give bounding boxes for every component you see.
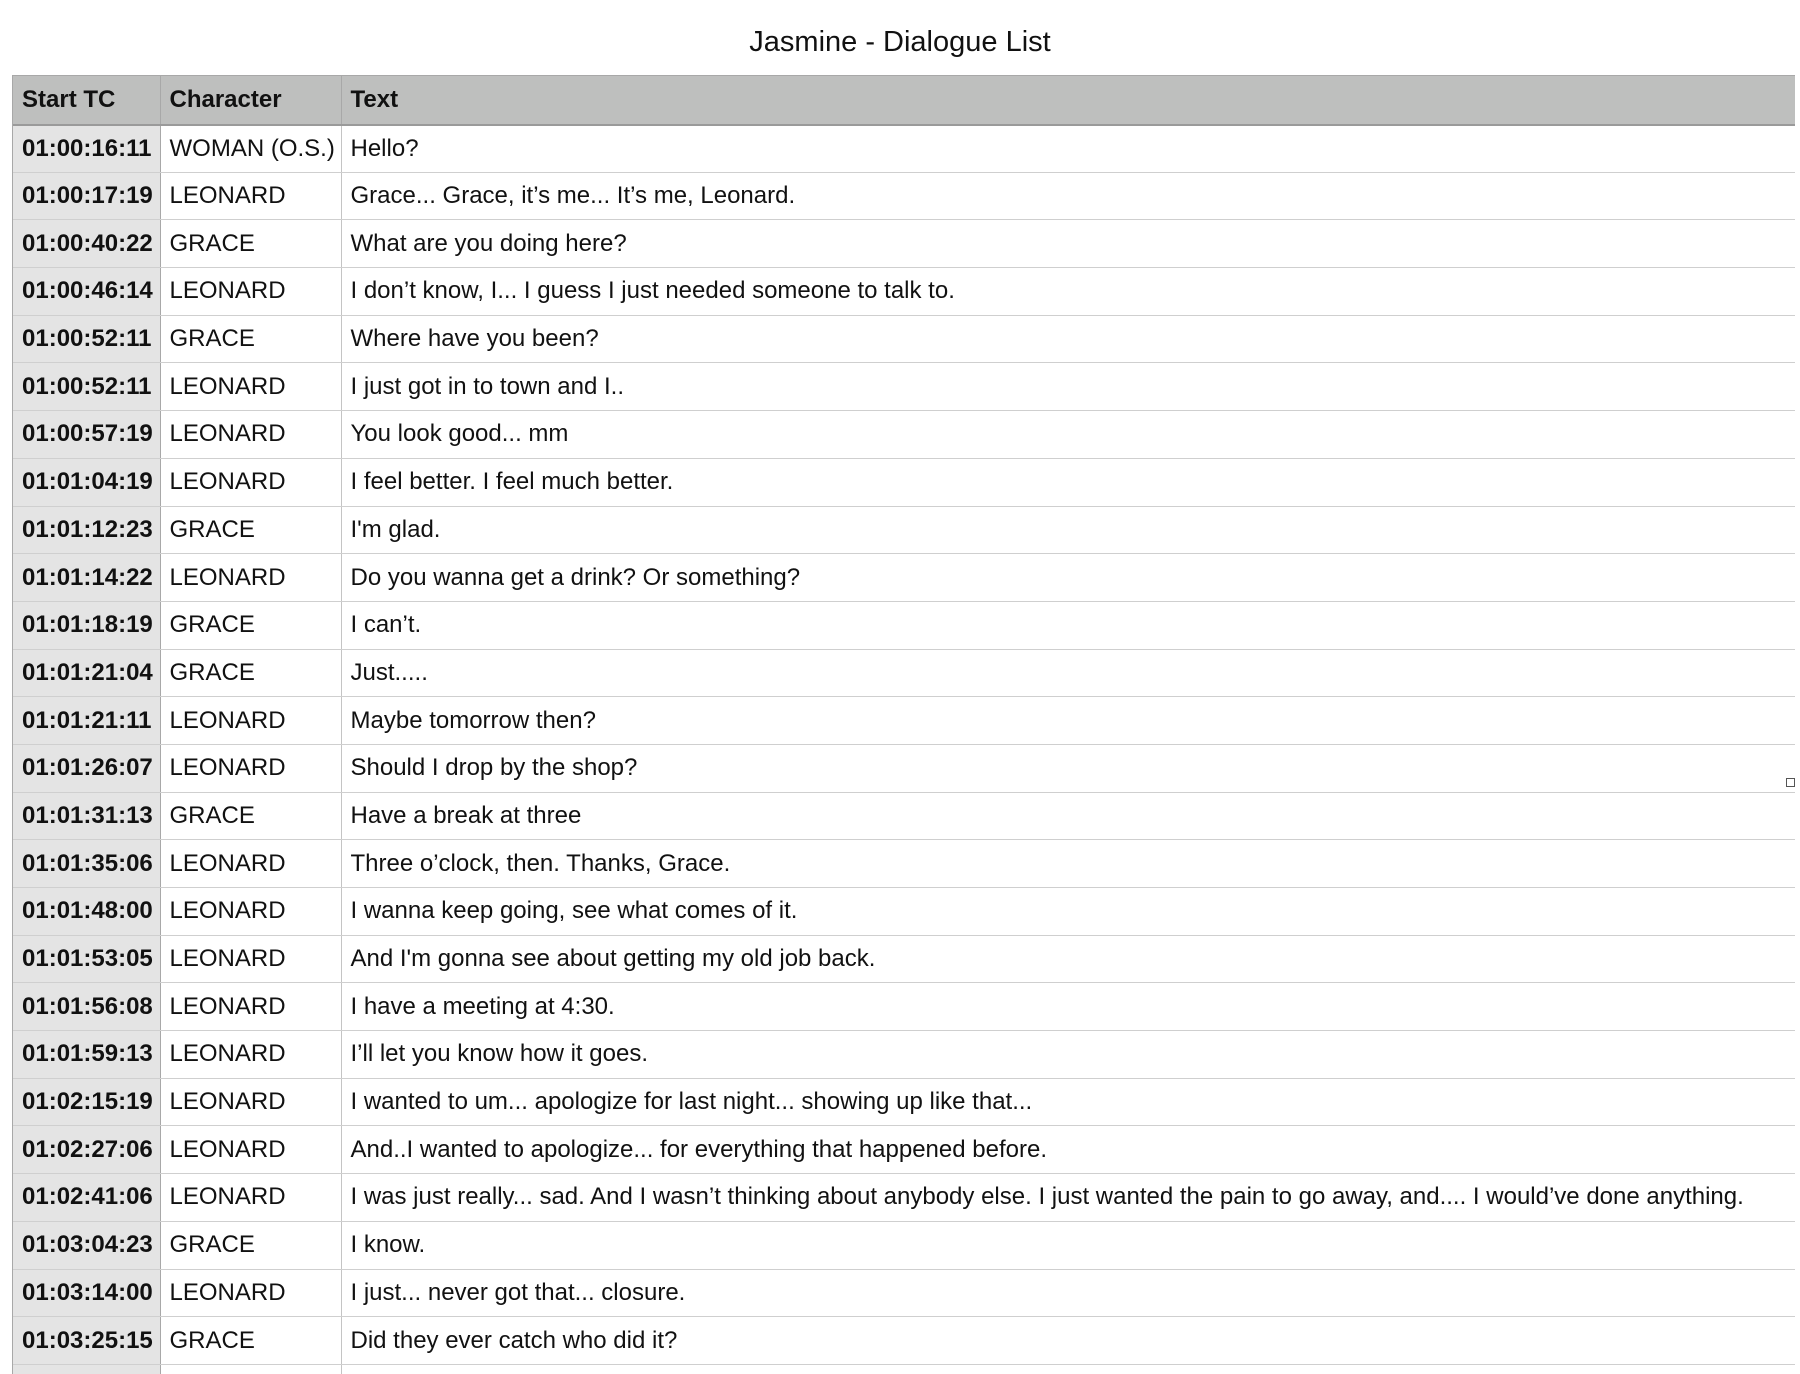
dialogue-text-cell[interactable]: Hello? [341,125,1795,173]
table-row[interactable] [13,1031,1795,1079]
table-row[interactable] [13,744,1795,792]
table-header [13,76,1795,125]
character-cell[interactable] [160,1364,341,1374]
start-tc-cell[interactable]: 01:01:26:07 [13,744,160,792]
character-cell[interactable]: LEONARD [160,172,341,220]
dialogue-text-cell[interactable]: Did they ever catch who did it? [341,1317,1795,1365]
start-tc-cell[interactable]: 01:00:46:14 [13,268,160,316]
dialogue-text-cell[interactable]: Where have you been? [341,315,1795,363]
table-row[interactable] [13,792,1795,840]
character-cell[interactable]: LEONARD [160,1174,341,1222]
table-row[interactable] [13,1364,1795,1374]
start-tc-cell[interactable]: 01:01:31:13 [13,792,160,840]
dialogue-text-cell[interactable]: Maybe tomorrow then? [341,697,1795,745]
start-tc-cell[interactable]: 01:03:25:15 [13,1317,160,1365]
table-row[interactable] [13,220,1795,268]
table-row[interactable] [13,268,1795,316]
character-cell[interactable]: LEONARD [160,983,341,1031]
dialogue-text-cell[interactable]: Just..... [341,649,1795,697]
table-row[interactable] [13,601,1795,649]
table-row[interactable] [13,1269,1795,1317]
start-tc-cell[interactable]: 01:00:57:19 [13,411,160,459]
dialogue-text-cell[interactable]: I can’t. [341,601,1795,649]
character-cell[interactable]: GRACE [160,792,341,840]
character-cell[interactable]: GRACE [160,315,341,363]
character-cell[interactable]: LEONARD [160,888,341,936]
dialogue-text-cell[interactable]: I know. [341,1221,1795,1269]
character-cell[interactable]: LEONARD [160,1078,341,1126]
start-tc-cell[interactable]: 01:03:04:23 [13,1221,160,1269]
start-tc-cell[interactable]: 01:01:14:22 [13,554,160,602]
column-header-start-tc[interactable]: Start TC [13,76,160,125]
table-row[interactable] [13,935,1795,983]
start-tc-cell[interactable]: 01:02:15:19 [13,1078,160,1126]
table-row[interactable] [13,1221,1795,1269]
character-cell[interactable]: GRACE [160,601,341,649]
table-row[interactable] [13,554,1795,602]
dialogue-text-cell[interactable]: I just... never got that... closure. [341,1269,1795,1317]
table-row[interactable] [13,840,1795,888]
character-cell[interactable]: GRACE [160,649,341,697]
character-cell[interactable]: LEONARD [160,744,341,792]
start-tc-cell[interactable]: 01:01:04:19 [13,458,160,506]
dialogue-text-cell[interactable]: Grace... Grace, it’s me... It’s me, Leonard. [341,172,1795,220]
character-cell[interactable]: LEONARD [160,697,341,745]
table-row[interactable] [13,125,1795,173]
table-row[interactable] [13,1317,1795,1365]
table-row[interactable] [13,1126,1795,1174]
character-cell[interactable]: GRACE [160,1221,341,1269]
start-tc-cell[interactable]: 01:01:48:00 [13,888,160,936]
start-tc-cell[interactable]: 01:01:18:19 [13,601,160,649]
table-row[interactable] [13,1174,1795,1222]
table-row[interactable] [13,315,1795,363]
dialogue-table [13,75,1795,1374]
character-cell[interactable]: LEONARD [160,411,341,459]
table-row[interactable] [13,363,1795,411]
dialogue-text-cell[interactable]: I don’t know, I... I guess I just needed someone to talk to. [341,268,1795,316]
character-cell[interactable]: LEONARD [160,554,341,602]
start-tc-cell[interactable] [13,1364,160,1374]
character-cell[interactable]: LEONARD [160,840,341,888]
dialogue-text-cell[interactable]: I was just really... sad. And I wasn’t thinking about anybody else. I just wanted the pain to go away, and.... I would’ve done anything. [341,1174,1795,1222]
character-cell[interactable]: LEONARD [160,458,341,506]
dialogue-text-cell[interactable]: I'm glad. [341,506,1795,554]
table-body [13,125,1795,1374]
dialogue-text-cell[interactable]: Should I drop by the shop? [341,744,1795,792]
table-row[interactable] [13,411,1795,459]
dialogue-text-cell[interactable]: I have a meeting at 4:30. [341,983,1795,1031]
dialogue-text-cell[interactable] [341,1364,1795,1374]
start-tc-cell[interactable]: 01:01:59:13 [13,1031,160,1079]
table-row[interactable] [13,983,1795,1031]
start-tc-cell[interactable]: 01:03:14:00 [13,1269,160,1317]
dialogue-text-cell[interactable]: I feel better. I feel much better. [341,458,1795,506]
start-tc-cell[interactable]: 01:00:16:11 [13,125,160,173]
character-cell[interactable]: GRACE [160,506,341,554]
character-cell[interactable]: GRACE [160,220,341,268]
start-tc-cell[interactable]: 01:02:41:06 [13,1174,160,1222]
dialogue-text-cell[interactable]: I wanna keep going, see what comes of it. [341,888,1795,936]
start-tc-cell[interactable]: 01:01:21:04 [13,649,160,697]
start-tc-cell[interactable]: 01:01:53:05 [13,935,160,983]
character-cell[interactable]: GRACE [160,1317,341,1365]
dialogue-text-cell[interactable]: I just got in to town and I.. [341,363,1795,411]
dialogue-text-cell[interactable]: Three o’clock, then. Thanks, Grace. [341,840,1795,888]
start-tc-cell[interactable]: 01:02:27:06 [13,1126,160,1174]
start-tc-cell[interactable]: 01:00:52:11 [13,315,160,363]
start-tc-cell[interactable]: 01:00:40:22 [13,220,160,268]
table-row[interactable] [13,649,1795,697]
start-tc-cell[interactable]: 01:00:52:11 [13,363,160,411]
dialogue-text-cell[interactable]: Do you wanna get a drink? Or something? [341,554,1795,602]
column-header-character[interactable]: Character [160,76,341,125]
character-cell[interactable]: LEONARD [160,1031,341,1079]
character-cell[interactable]: WOMAN (O.S.) [160,125,341,173]
dialogue-text-cell[interactable]: I wanted to um... apologize for last night... showing up like that... [341,1078,1795,1126]
start-tc-cell[interactable]: 01:01:12:23 [13,506,160,554]
dialogue-text-cell[interactable]: You look good... mm [341,411,1795,459]
table-row[interactable] [13,458,1795,506]
start-tc-cell[interactable]: 01:01:21:11 [13,697,160,745]
start-tc-cell[interactable]: 01:01:35:06 [13,840,160,888]
character-cell[interactable]: LEONARD [160,1126,341,1174]
column-header-text[interactable]: Text [341,76,1795,125]
character-cell[interactable]: LEONARD [160,1269,341,1317]
table-row[interactable] [13,506,1795,554]
character-cell[interactable]: LEONARD [160,935,341,983]
dialogue-text-cell[interactable]: I’ll let you know how it goes. [341,1031,1795,1079]
document-title: Jasmine - Dialogue List [749,26,1051,58]
start-tc-cell[interactable]: 01:00:17:19 [13,172,160,220]
character-cell[interactable]: LEONARD [160,363,341,411]
dialogue-text-cell[interactable]: And I'm gonna see about getting my old job back. [341,935,1795,983]
dialogue-table-container [12,75,1795,1374]
table-row[interactable] [13,697,1795,745]
dialogue-text-cell[interactable]: What are you doing here? [341,220,1795,268]
table-row[interactable] [13,888,1795,936]
table-row[interactable] [13,1078,1795,1126]
table-resize-handle[interactable] [1786,778,1795,787]
start-tc-cell[interactable]: 01:01:56:08 [13,983,160,1031]
dialogue-text-cell[interactable]: Have a break at three [341,792,1795,840]
table-row[interactable] [13,172,1795,220]
dialogue-text-cell[interactable]: And..I wanted to apologize... for everything that happened before. [341,1126,1795,1174]
character-cell[interactable]: LEONARD [160,268,341,316]
header-row [13,76,1795,125]
